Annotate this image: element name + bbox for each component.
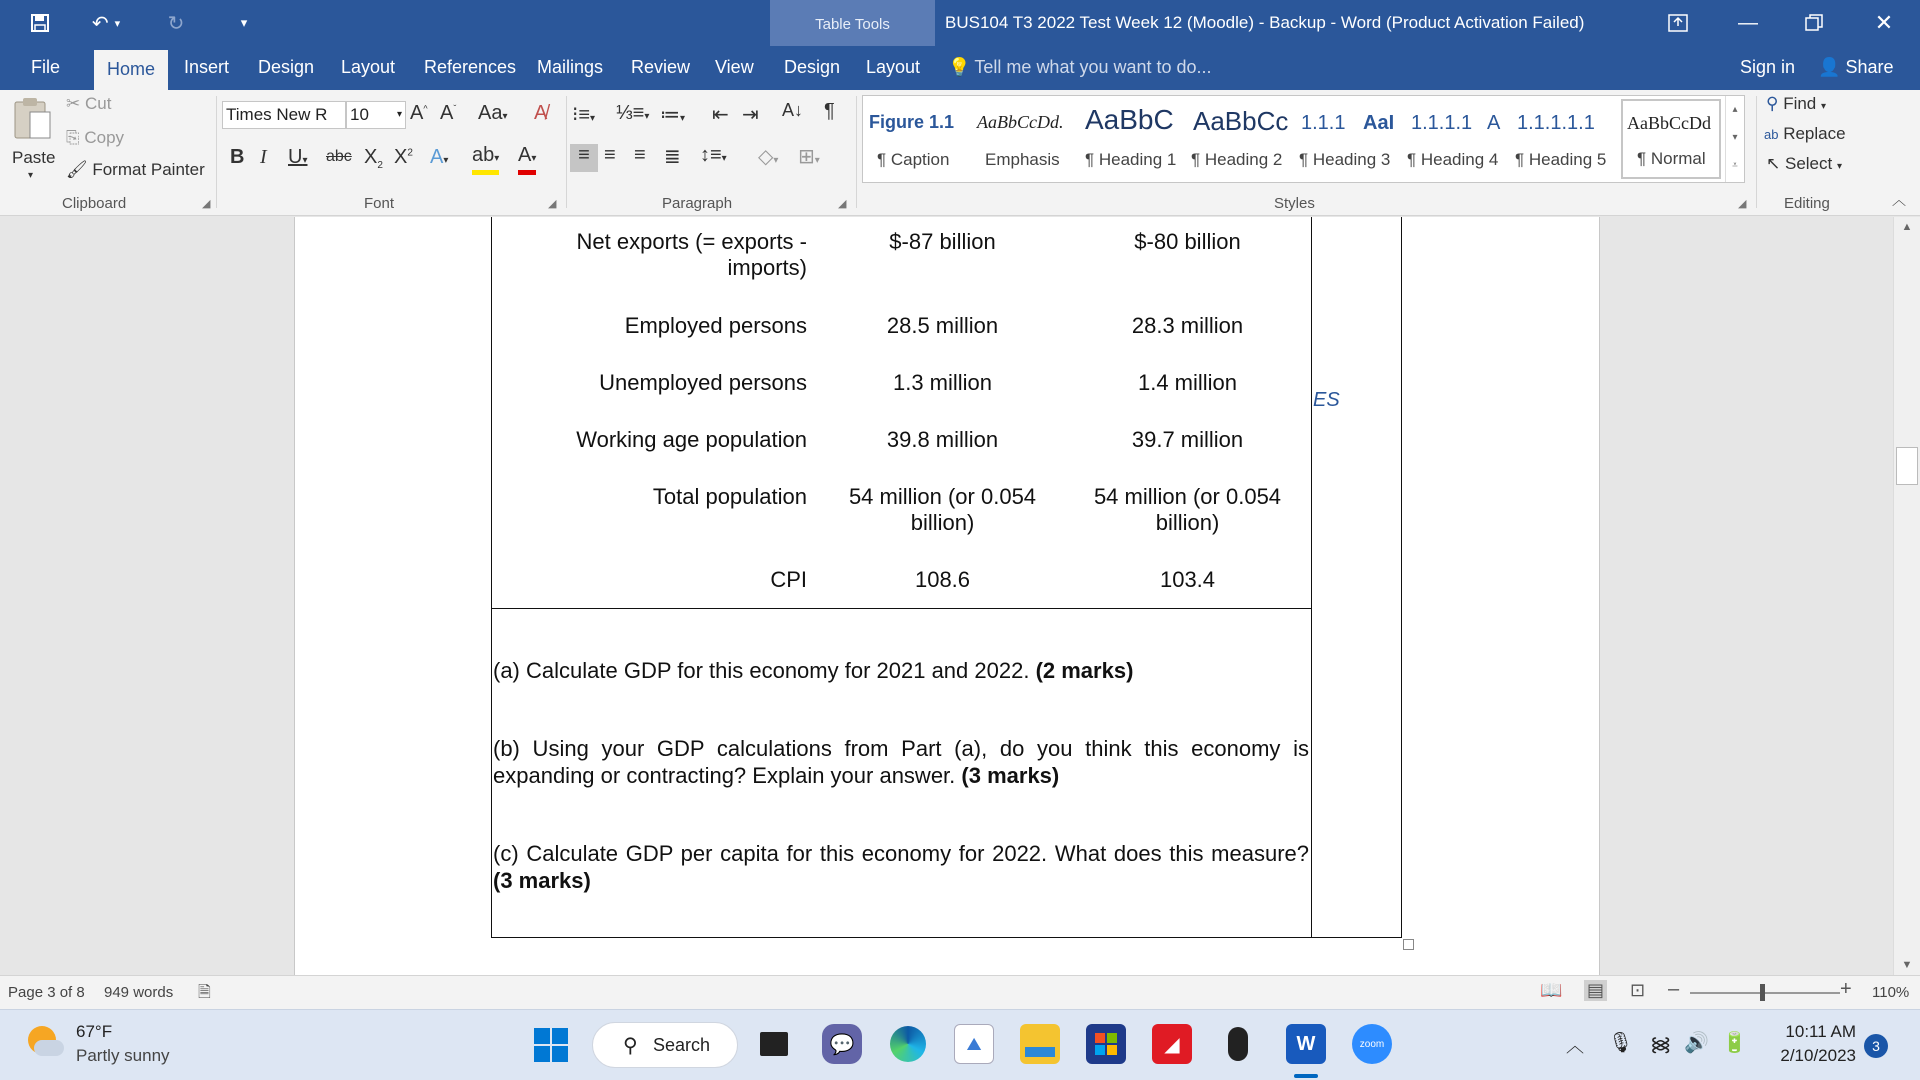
italic-icon[interactable]: I: [260, 146, 267, 168]
styles-group-label: Styles: [1274, 195, 1315, 212]
scroll-up-icon[interactable]: ▲: [1901, 221, 1913, 233]
tab-insert[interactable]: Insert: [184, 57, 230, 77]
windows-icon: [534, 1028, 568, 1062]
person-icon: 👤: [1818, 57, 1841, 77]
decrease-indent-icon[interactable]: ⇤: [712, 104, 729, 126]
sort-icon[interactable]: A↓: [782, 100, 804, 120]
zoom-slider[interactable]: [1690, 992, 1840, 994]
multilevel-list-icon[interactable]: ≔▾: [660, 104, 686, 126]
table-cell-2021: 54 million (or 0.054 billion): [848, 484, 1037, 535]
change-case-icon[interactable]: Aa▾: [478, 102, 508, 124]
cursor-icon: ↖: [1766, 154, 1781, 173]
shading-icon[interactable]: ◇▾: [758, 146, 779, 168]
minimize-icon[interactable]: —: [1738, 11, 1758, 34]
format-painter-button[interactable]: [66, 160, 205, 180]
question-marks: (3 marks): [493, 868, 591, 893]
style-normal-preview: AaBbCcDd: [1627, 113, 1711, 133]
zoom-in-icon[interactable]: +: [1840, 978, 1852, 1000]
align-center-icon[interactable]: ≡: [604, 144, 616, 166]
gallery-scroll[interactable]: [1725, 96, 1744, 182]
align-left-icon[interactable]: ≡: [570, 144, 598, 172]
clear-formatting-icon[interactable]: A̸: [534, 102, 548, 124]
taskbar-search[interactable]: [592, 1022, 738, 1068]
copy-button[interactable]: [66, 128, 124, 148]
group-separator: [1756, 96, 1757, 208]
chevron-down-icon: ▾: [396, 109, 402, 120]
font-size-value: 10: [350, 105, 369, 124]
edge-icon[interactable]: [888, 1024, 928, 1064]
tell-me-search[interactable]: [948, 46, 1212, 90]
shrink-font-icon[interactable]: $A^ˇ$: [440, 102, 457, 124]
question-a: [493, 657, 1309, 684]
select-button[interactable]: ↖ Select ▾: [1766, 154, 1842, 173]
style-normal[interactable]: [1621, 99, 1721, 179]
taskbar-search-label: Search: [653, 1035, 711, 1055]
paste-dropdown-icon: ▾: [28, 170, 34, 181]
table-cell-2022: $-80 billion: [1134, 229, 1241, 254]
document-area: [0, 217, 1893, 975]
table-cell-2022: 39.7 million: [1131, 427, 1244, 452]
style-emphasis-label: Emphasis: [985, 150, 1060, 169]
scroll-thumb[interactable]: [1896, 447, 1918, 485]
clipboard-group-label: Clipboard: [62, 195, 127, 212]
scissors-icon: ✂: [66, 94, 81, 113]
tab-layout[interactable]: Layout: [341, 57, 396, 77]
document-page[interactable]: [294, 217, 1600, 975]
table-row-label: Employed persons: [624, 313, 807, 338]
title-bar: [0, 0, 1920, 46]
table-cell-2022: 54 million (or 0.054 billion): [1093, 484, 1282, 535]
question-b: [493, 735, 1309, 789]
word-active-indicator: [1294, 1074, 1318, 1078]
increase-indent-icon[interactable]: ⇥: [742, 104, 759, 126]
teams-chat-icon[interactable]: 💬: [822, 1024, 862, 1064]
task-view-icon[interactable]: [754, 1024, 794, 1064]
gallery-more-icon[interactable]: ⩡: [1732, 160, 1738, 171]
table-row-divider: [491, 608, 1312, 609]
table-border-bottom: [491, 937, 1402, 938]
table-cell-2021: $-87 billion: [889, 229, 996, 254]
battery-icon[interactable]: 🔋: [1722, 1032, 1747, 1054]
wifi-icon[interactable]: ᯼: [1650, 1034, 1672, 1056]
table-cell-2022: 103.4: [1159, 567, 1216, 592]
font-launcher-icon[interactable]: ◢: [548, 198, 557, 210]
document-title: BUS104 T3 2022 Test Week 12 (Moodle) - Backup - Word (Product Activation Failed): [945, 13, 1585, 32]
style-normal-label: ¶ Normal: [1637, 149, 1706, 168]
table-cell-2021: 108.6: [914, 567, 971, 592]
numbering-icon[interactable]: ⅓≡▾: [616, 102, 650, 124]
style-heading-5-preview: 1.1.1.1.1: [1517, 112, 1595, 134]
sign-in-link[interactable]: Sign in: [1740, 57, 1796, 77]
share-button[interactable]: [1818, 46, 1893, 90]
search-icon: ⚲: [1766, 94, 1779, 113]
style-heading-4b-preview: A: [1487, 112, 1501, 134]
read-mode-icon[interactable]: 📖: [1540, 980, 1563, 1000]
table-row-label: Unemployed persons: [599, 370, 807, 395]
replace-icon: ab: [1764, 127, 1779, 142]
select-label: Select: [1784, 154, 1833, 173]
undo-icon[interactable]: ↶ ▾: [91, 12, 121, 35]
question-text: (b) Using your GDP calculations from Part (a), do you think this economy is expanding or contracting? Explain your answer.: [493, 736, 1309, 788]
find-label: Find: [1783, 94, 1817, 113]
font-color-icon[interactable]: A▾: [518, 144, 536, 175]
tab-table-layout[interactable]: Layout: [866, 57, 921, 77]
tab-home[interactable]: Home: [94, 50, 168, 90]
close-icon[interactable]: ✕: [1874, 10, 1894, 35]
style-heading-4-preview: 1.1.1.1: [1411, 112, 1473, 134]
clock-date[interactable]: 2/10/2023: [1780, 1046, 1856, 1065]
status-bar: [0, 975, 1920, 1009]
photos-icon[interactable]: ⛰: [954, 1024, 994, 1064]
table-cell-2021: 1.3 million: [892, 370, 993, 395]
taskbar: [0, 1009, 1920, 1080]
scroll-down-icon[interactable]: ▼: [1901, 959, 1913, 971]
notification-badge[interactable]: 3: [1864, 1034, 1888, 1058]
grow-font-icon[interactable]: A^: [410, 102, 428, 124]
proofing-icon[interactable]: 🗎: [198, 984, 211, 1001]
highlight-icon[interactable]: ab▾: [472, 144, 499, 175]
subscript-icon[interactable]: $X_2$: [364, 146, 383, 171]
pilcrow-icon[interactable]: ¶: [824, 100, 835, 122]
paste-button[interactable]: [8, 96, 58, 186]
brush-icon: 🖌: [66, 160, 88, 179]
strikethrough-icon[interactable]: abc: [326, 148, 352, 165]
borders-icon[interactable]: ⊞▾: [798, 146, 820, 168]
paragraph-group-label: Paragraph: [662, 195, 733, 212]
redo-icon[interactable]: ↻: [167, 12, 185, 35]
clipboard-launcher-icon[interactable]: ◢: [202, 198, 211, 210]
start-button[interactable]: [534, 1028, 568, 1062]
font-name-combo[interactable]: Times New R: [222, 101, 346, 129]
web-layout-icon[interactable]: ⊡: [1630, 980, 1646, 1000]
question-marks: (2 marks): [1035, 658, 1134, 683]
page-count[interactable]: Page 3 of 8: [8, 984, 85, 1001]
group-separator: [856, 96, 857, 208]
style-caption-preview: Figure 1.1: [869, 112, 955, 132]
table-border-inner: [1311, 217, 1312, 937]
weather-widget[interactable]: [26, 1020, 206, 1072]
restore-icon[interactable]: [1784, 0, 1844, 46]
format-painter-label: Format Painter: [92, 160, 205, 179]
store-icon[interactable]: [1086, 1024, 1126, 1064]
style-heading-5-label: ¶ Heading 5: [1515, 150, 1607, 169]
table-resize-handle[interactable]: [1403, 939, 1414, 950]
tell-me-text: Tell me what you want to do...: [974, 57, 1212, 77]
line-spacing-icon[interactable]: ↕≡▾: [700, 144, 727, 166]
font-size-combo[interactable]: [346, 101, 406, 129]
print-layout-icon[interactable]: ▤: [1584, 980, 1607, 1001]
bold-icon[interactable]: B: [230, 146, 245, 168]
lightbulb-icon: 💡: [948, 57, 971, 77]
share-label: Share: [1845, 57, 1894, 77]
tab-file[interactable]: File: [31, 57, 61, 77]
microphone-icon[interactable]: 🎙: [1608, 1032, 1634, 1054]
tab-references[interactable]: References: [424, 57, 517, 77]
style-heading-1-label: ¶ Heading 1: [1085, 150, 1177, 169]
table-row-label: CPI: [770, 567, 807, 592]
zoom-level[interactable]: 110%: [1872, 984, 1910, 1001]
vertical-scrollbar[interactable]: [1893, 217, 1920, 975]
underline-icon[interactable]: U▾: [288, 146, 308, 168]
replace-label: Replace: [1783, 124, 1846, 143]
tab-review[interactable]: Review: [631, 57, 691, 77]
table-border-left: [491, 217, 492, 937]
cut-label: Cut: [84, 94, 112, 113]
gallery-up-icon[interactable]: ▴: [1732, 104, 1738, 115]
table-row-label: Working age population: [576, 427, 807, 452]
tab-design[interactable]: Design: [258, 57, 315, 77]
zoom-app-icon[interactable]: zoom: [1352, 1024, 1392, 1064]
copy-label: Copy: [84, 128, 125, 147]
volume-icon[interactable]: 🔊: [1684, 1032, 1709, 1054]
table-row-label: Total population: [652, 484, 807, 509]
partly-sunny-icon: [28, 1026, 62, 1060]
zoom-slider-thumb[interactable]: [1760, 984, 1765, 1001]
justify-icon[interactable]: ≣: [664, 146, 681, 168]
question-c: [493, 840, 1309, 894]
style-heading-1-preview: AaBbC: [1085, 104, 1174, 135]
table-tools-label: Table Tools: [815, 16, 890, 33]
paragraph-launcher-icon[interactable]: ◢: [838, 198, 847, 210]
table-cell-2022: 1.4 million: [1137, 370, 1238, 395]
tab-view[interactable]: View: [715, 57, 754, 77]
save-icon[interactable]: [22, 0, 58, 46]
amd-icon[interactable]: ◢: [1152, 1024, 1192, 1064]
clipboard-icon: [12, 96, 54, 142]
align-right-icon[interactable]: ≡: [634, 144, 646, 166]
group-separator: [216, 96, 217, 208]
question-text: (a) Calculate GDP for this economy for 2021 and 2022.: [493, 658, 1036, 683]
question-text: (c) Calculate GDP per capita for this economy for 2022. What does this measure?: [493, 841, 1309, 866]
customize-qat-icon[interactable]: ▾: [240, 15, 248, 30]
style-caption-label: ¶ Caption: [877, 150, 950, 169]
table-cell-2021: 28.5 million: [886, 313, 999, 338]
font-group-label: Font: [364, 195, 395, 212]
style-heading-3-label: ¶ Heading 3: [1299, 150, 1391, 169]
style-heading-2-preview: AaBbCc: [1193, 106, 1289, 136]
group-separator: [566, 96, 567, 208]
style-heading-4a-preview: AaI: [1363, 112, 1395, 134]
side-note: ES: [1313, 389, 1340, 411]
text-effects-icon[interactable]: A▾: [430, 146, 449, 168]
ribbon-display-options-icon[interactable]: [1648, 0, 1708, 46]
copy-icon: ⎘: [66, 128, 80, 147]
bullets-icon[interactable]: ⁝≡▾: [572, 104, 596, 126]
mouse-app-icon[interactable]: [1218, 1024, 1258, 1064]
word-count[interactable]: 949 words: [104, 984, 174, 1001]
editing-group-label: Editing: [1784, 195, 1830, 212]
weather-temp: 67°F: [76, 1022, 113, 1041]
styles-gallery: [862, 95, 1745, 183]
collapse-ribbon-icon[interactable]: ︿: [1892, 192, 1906, 208]
replace-button[interactable]: [1764, 124, 1846, 144]
file-explorer-icon[interactable]: [1020, 1024, 1060, 1064]
superscript-icon[interactable]: $X^2$: [394, 146, 413, 168]
style-heading-4-label: ¶ Heading 4: [1407, 150, 1499, 169]
ribbon: [0, 90, 1920, 216]
table-border-right: [1401, 217, 1402, 937]
style-heading-2-label: ¶ Heading 2: [1191, 150, 1283, 169]
gallery-down-icon[interactable]: ▾: [1732, 132, 1738, 143]
word-icon[interactable]: W: [1286, 1024, 1326, 1064]
find-button[interactable]: ⚲ Find ▾: [1766, 94, 1827, 113]
table-cell-2021: 39.8 million: [886, 427, 999, 452]
table-cell-2022: 28.3 million: [1131, 313, 1244, 338]
tab-mailings[interactable]: Mailings: [537, 57, 604, 77]
clock-time[interactable]: 10:11 AM: [1785, 1022, 1856, 1041]
chevron-up-icon[interactable]: ︿: [1566, 1036, 1584, 1056]
styles-launcher-icon[interactable]: ◢: [1738, 198, 1747, 210]
style-emphasis-preview: AaBbCcDd.: [977, 112, 1064, 132]
table-row-label: Net exports (= exports - imports): [576, 229, 807, 280]
style-heading-3-preview: 1.1.1: [1301, 112, 1346, 134]
tab-table-design[interactable]: Design: [784, 57, 841, 77]
weather-desc: Partly sunny: [76, 1046, 170, 1065]
search-icon: ⚲: [623, 1035, 638, 1057]
cut-button[interactable]: [66, 94, 111, 114]
zoom-out-icon[interactable]: –: [1668, 978, 1680, 1000]
question-marks: (3 marks): [961, 763, 1060, 788]
paste-label: Paste: [12, 148, 56, 167]
